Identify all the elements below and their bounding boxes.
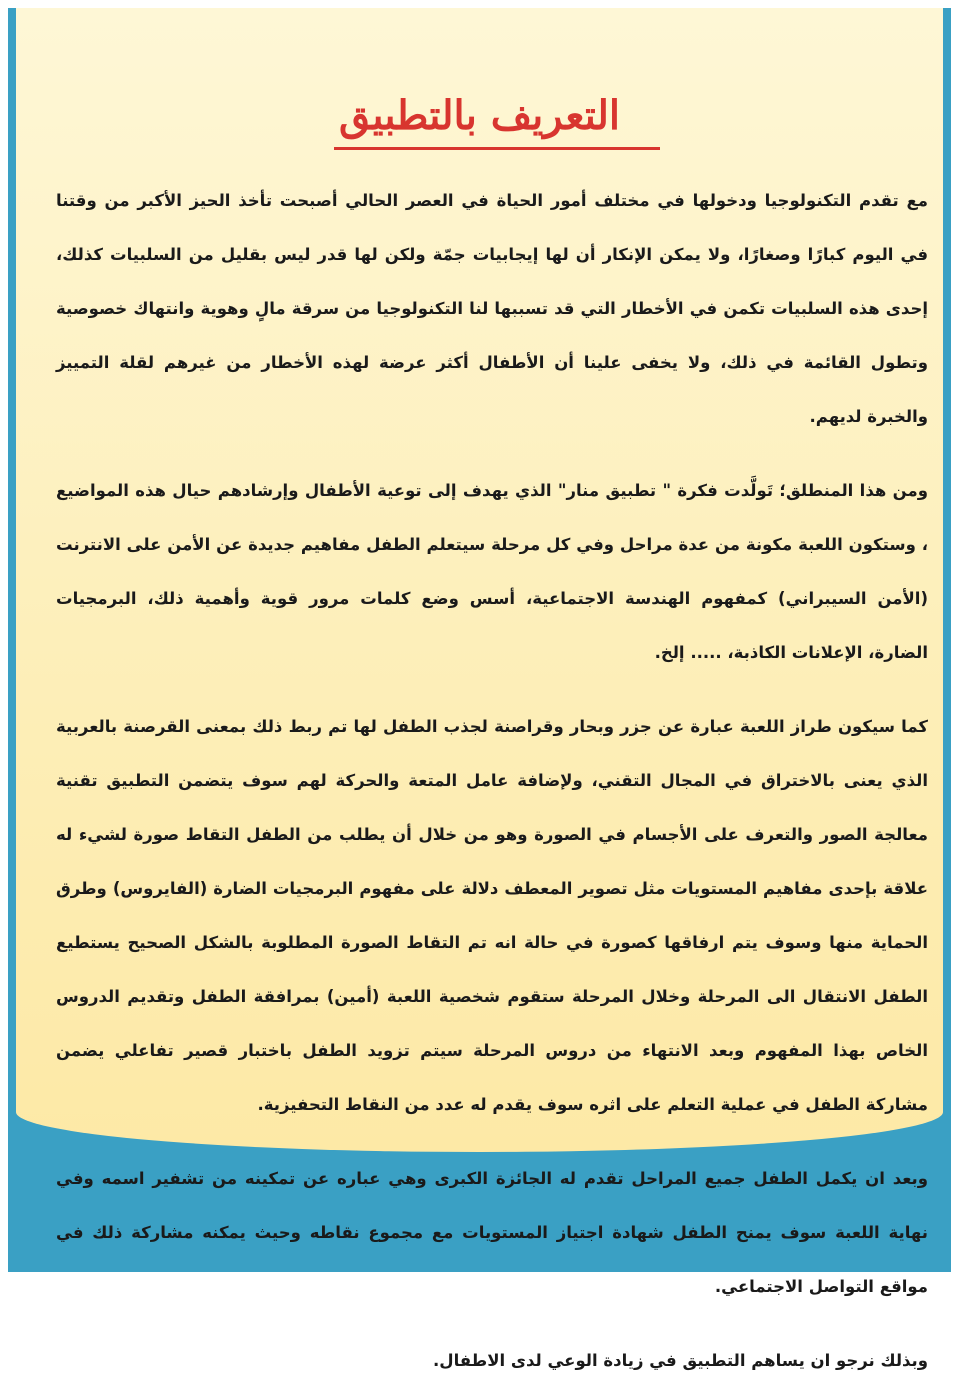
- paragraph-idea: ومن هذا المنطلق؛ تَولَّدت فكرة " تطبيق منار" الذي يهدف إلى توعية الأطفال وإرشادهم حيال هذه المواضيع ، وستكون اللعبة مكونة من عدة مراحل وفي كل مرحلة سيتعلم الطفل مفاهيم جديدة عن الأمن على الانترنت (الأمن السيبراني) كمفهوم الهندسة الاجتماعية، أسس وضع كلمات مرور قوية وأهمية ذلك، البرمجيات الضارة، الإعلانات الكاذبة، ..... إلخ.: [56, 481, 928, 662]
- paragraph-game-style: كما سيكون طراز اللعبة عبارة عن جزر وبحار وقراصنة لجذب الطفل لها تم ربط ذلك بمعنى القرصنة بالعربية الذي يعنى بالاختراق في المجال التقني، ولإضافة عامل المتعة والحركة لهم سوف يتضمن التطبيق تقنية معالجة الصور والتعرف على الأجسام في الصورة وهو من خلال أن يطلب من الطفل التقاط صورة لشيء له علاقة بإحدى مفاهيم المستويات مثل تصوير المعطف دلالة على مفهوم البرمجيات الضارة (الفايروس) وطرق الحماية منها وسوف يتم ارفاقها كصورة في حالة انه تم التقاط الصورة المطلوبة بالشكل الصحيح يستطيع الطفل الانتقال الى المرحلة وخلال المرحلة ستقوم شخصية اللعبة (أمين) بمرافقة الطفل وتقديم الدروس الخاص بهذا المفهوم وبعد الانتهاء من دروس المرحلة سيتم تزويد الطفل باختبار قصير تفاعلي يضمن مشاركة الطفل في عملية التعلم على اثره سوف يقدم له عدد من النقاط التحفيزية.: [56, 717, 928, 1114]
- paragraph-closing: وبذلك نرجو ان يساهم التطبيق في زيادة الوعي لدى الاطفال.: [433, 1351, 928, 1370]
- page-frame: [8, 8, 951, 1370]
- paper-panel: [16, 8, 943, 1370]
- title-underline: [334, 147, 660, 150]
- article-body: [56, 174, 928, 1388]
- page-title: التعريف بالتطبيق: [338, 92, 621, 139]
- paragraph-reward: وبعد ان يكمل الطفل جميع المراحل تقدم له الجائزة الكبرى وهي عباره عن تمكينه من تشفير اسمه وفي نهاية اللعبة سوف يمنح الطفل شهادة اجتياز المستويات مع مجموع نقاطه وحيث يمكنه مشاركة ذلك في مواقع التواصل الاجتماعي.: [56, 1169, 928, 1296]
- paragraph-intro: مع تقدم التكنولوجيا ودخولها في مختلف أمور الحياة في العصر الحالي أصبحت تأخذ الحيز الأكبر من وقتنا في اليوم كبارًا وصغارًا، ولا يمكن الإنكار أن لها إيجابيات جمّة ولكن لها قدر ليس بقليل من السلبيات كذلك، إحدى هذه السلبيات تكمن في الأخطار التي قد تسببها لنا التكنولوجيا من سرقة مالٍ وهوية وانتهاك خصوصية وتطول القائمة في ذلك، ولا يخفى علينا أن الأطفال أكثر عرضة لهذه الأخطار من غيرهم لقلة التمييز والخبرة لديهم.: [56, 191, 928, 426]
